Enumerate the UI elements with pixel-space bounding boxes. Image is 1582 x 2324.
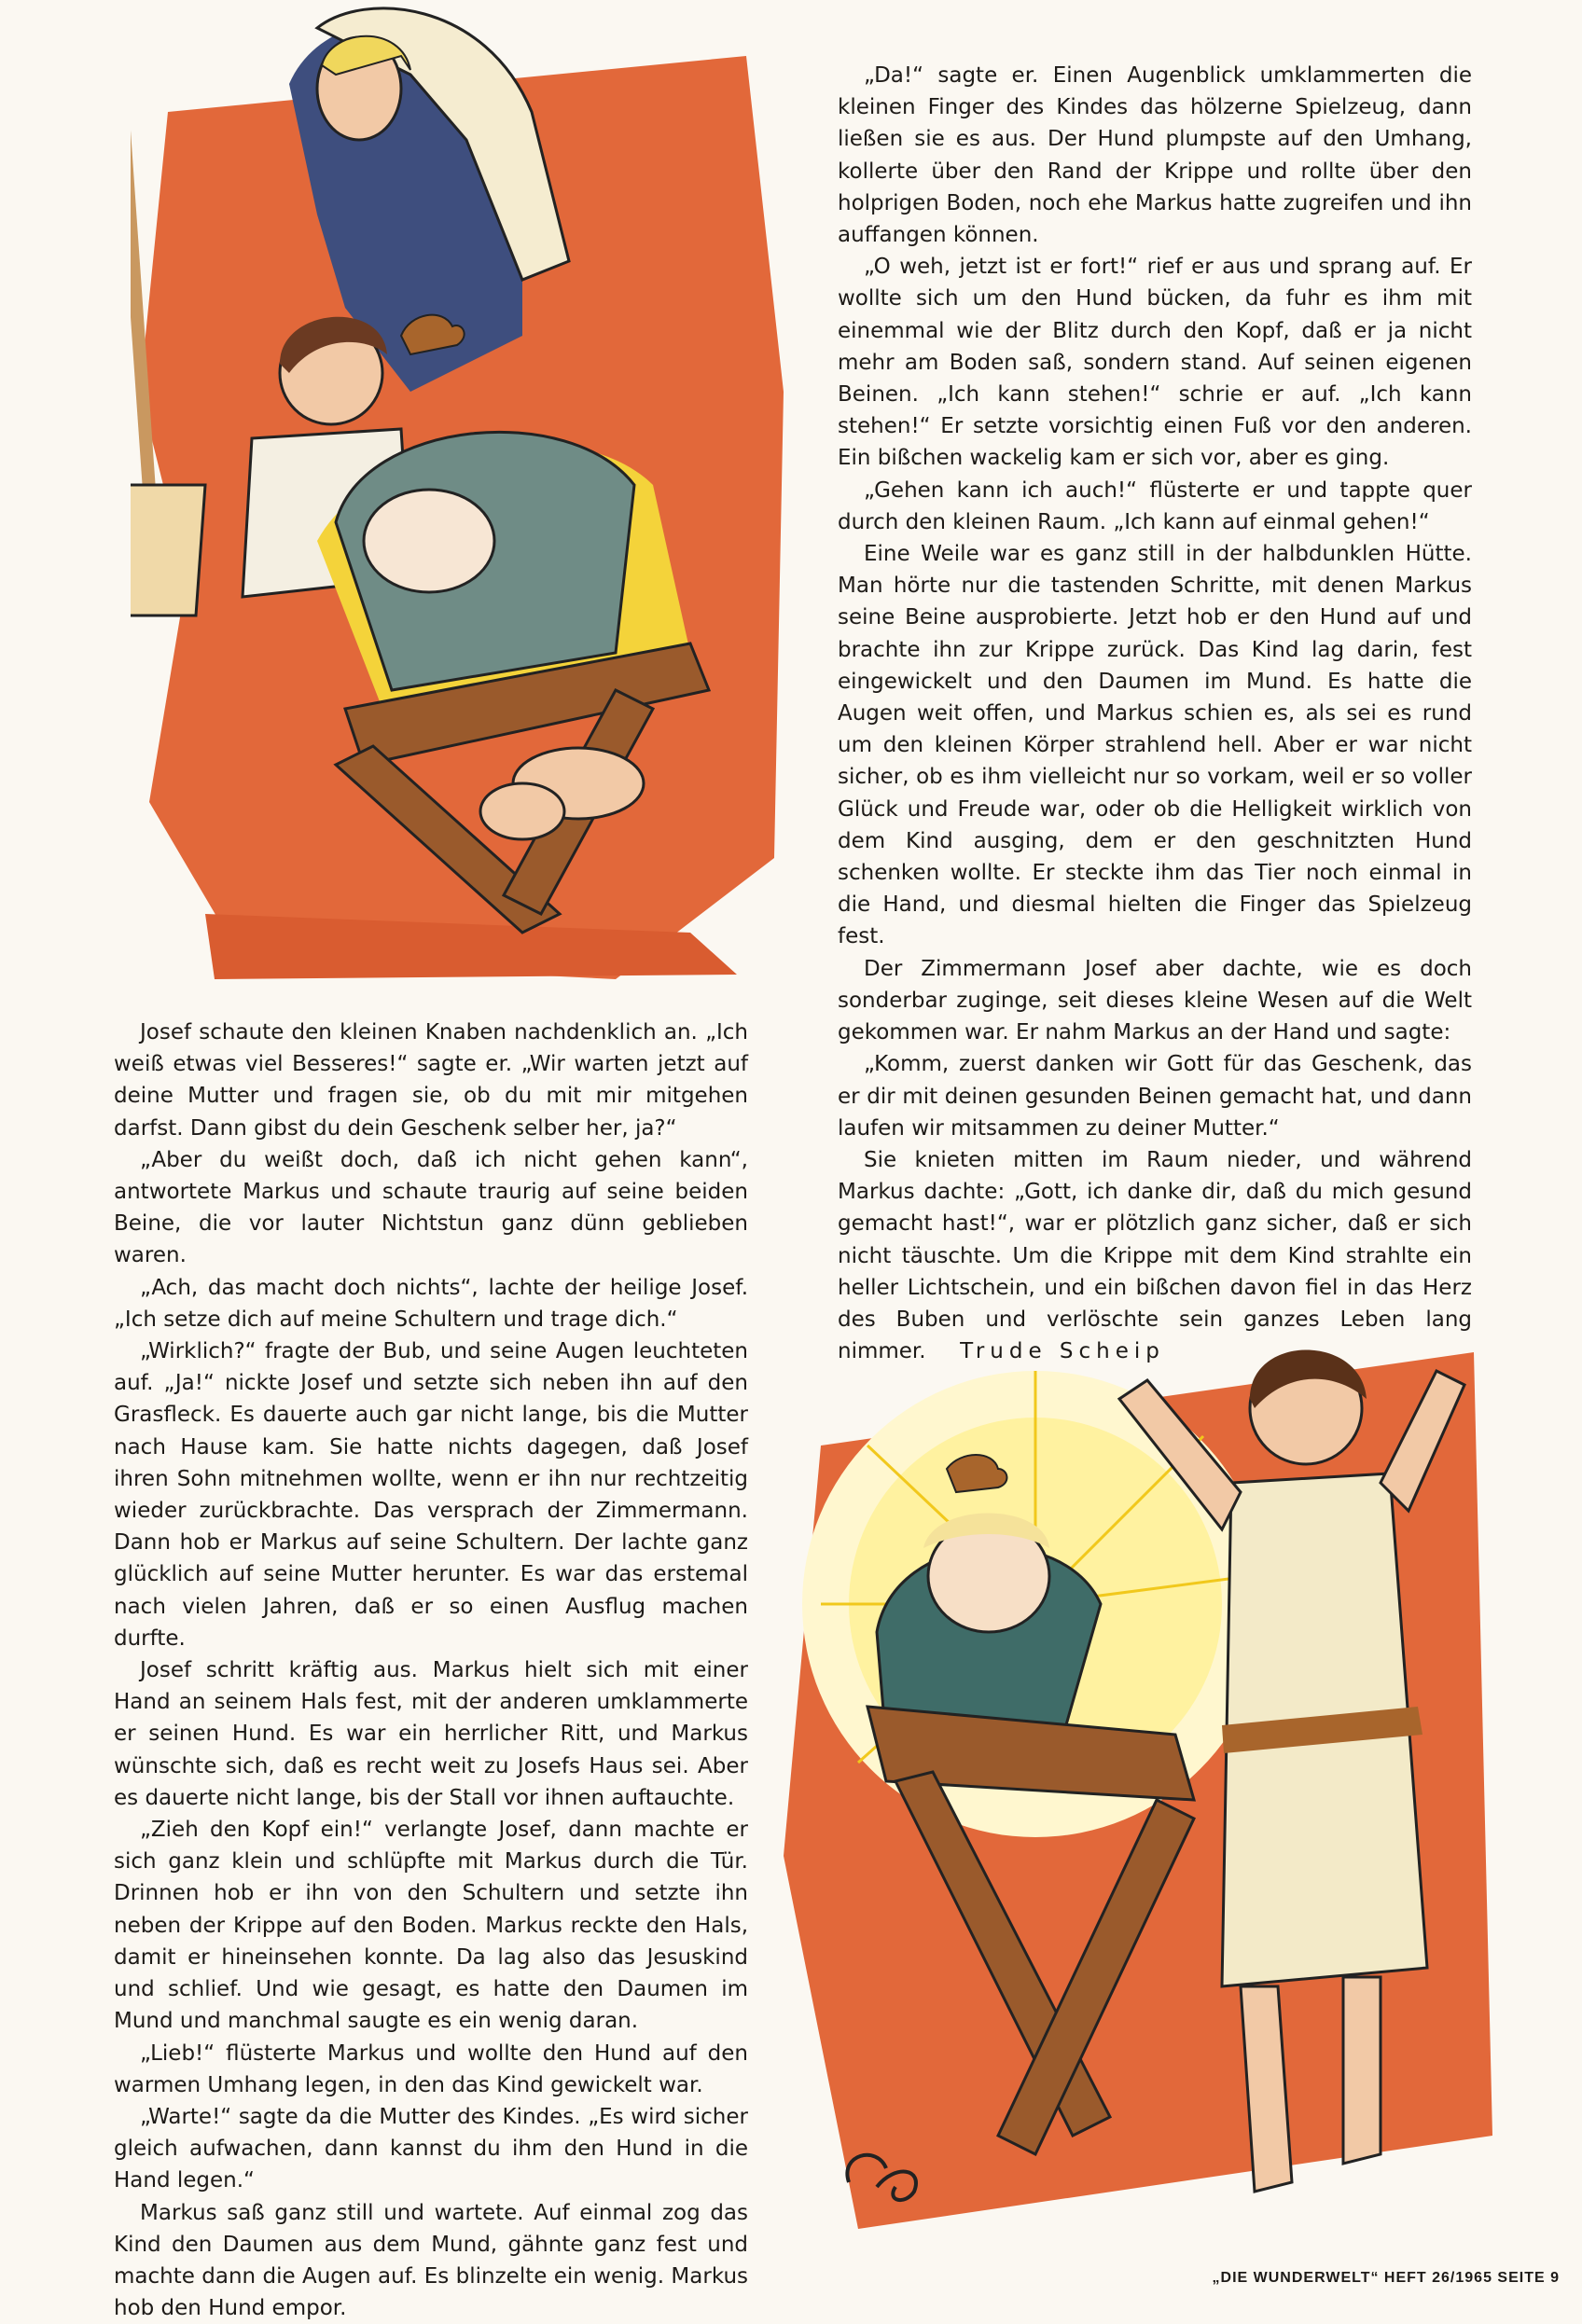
paragraph: „Da!“ sagte er. Einen Augenblick umklammerten die kleinen Finger des Kindes das hölzerne Spielzeug, dann ließen sie es aus. Der Hund plumpste auf den Umhang, kollerte über den Rand der Krippe und rollte über den holprigen Boden, noch ehe Markus hatte zugreifen und ihn auffangen können. [838, 63, 1472, 248]
paragraph-last [838, 1144, 1472, 1367]
page-footer: „DIE WUNDERWELT“ HEFT 26/1965 SEITE 9 [1212, 2270, 1560, 2286]
paragraph: Eine Weile war es ganz still in der halbdunklen Hütte. Man hörte nur die tastenden Schritte, mit denen Markus seine Beine ausprobierte. Jetzt hob er den Hund auf und brachte ihn zur Krippe zurück. Das Kind lag darin, fest eingewickelt und den Daumen im Mund. Es hatte die Augen weit offen, und Markus schien es, als sei es rund um den kleinen Körper strahlend hell. Aber er war nicht sicher, ob es ihm vielleicht nur so vorkam, weil er so voller Glück und Freude war, oder ob die Helligkeit wirklich von dem Kind ausging, dem er den geschnitzten Hund schenken wollte. Er steckte ihm das Tier noch einmal in die Hand, und diesmal hielten die Finger das Spielzeug fest. [838, 542, 1472, 949]
paragraph: Markus saß ganz still und wartete. Auf einmal zog das Kind den Daumen aus dem Mund, gähnte ganz fest und machte dann die Augen auf. Es blinzelte ein wenig. Markus hob den Hund empor. [114, 2200, 748, 2321]
paragraph: „Warte!“ sagte da die Mutter des Kindes. „Es wird sicher gleich aufwachen, dann kannst du ihm den Hund in die Hand legen.“ [114, 2104, 748, 2193]
paragraph: „Aber du weißt doch, daß ich nicht gehen kann“, antwortete Markus und schaute traurig auf seine beiden Beine, die vor lauter Nichtstun ganz dünn geblieben waren. [114, 1147, 748, 1268]
paragraph: Josef schaute den kleinen Knaben nachdenklich an. „Ich weiß etwas viel Besseres!“ sagte er. „Wir warten jetzt auf deine Mutter und fragen sie, ob du mit mir mitgehen darfst. Dann gibst du dein Geschenk selber her, ja?“ [114, 1020, 748, 1141]
paragraph-text: Sie knieten mitten im Raum nieder, und während Markus dachte: „Gott, ich danke dir, daß du mich gesund gemacht hast!“, war er plötzlich ganz sicher, daß er sich nicht täuschte. Um die Krippe mit dem Kind strahlte ein heller Lichtschein, und ein bißchen davon fiel in das Herz des Buben und verlöschte sein ganzes Leben lang nimmer. [838, 1147, 1472, 1364]
paragraph: „O weh, jetzt ist er fort!“ rief er aus und sprang auf. Er wollte sich um den Hund bücken, da fuhr es ihm mit einemmal wie der Blitz durch den Kopf, daß er ja nicht mehr am Boden saß, sondern stand. Auf seinen eigenen Beinen. „Ich kann stehen!“ schrie er auf. „Ich kann stehen!“ Er setzte vorsichtig einen Fuß vor den anderen. Ein bißchen wackelig kam er sich vor, aber es ging. [838, 255, 1472, 471]
paragraph: „Komm, zuerst danken wir Gott für das Geschenk, das er dir mit deinen gesunden Beinen gemacht hat, und dann laufen wir mitsammen zu deiner Mutter.“ [838, 1052, 1472, 1141]
paragraph: Der Zimmermann Josef aber dachte, wie es doch sonderbar zuginge, seit dieses kleine Wesen auf die Welt gekommen war. Er nahm Markus an der Hand und sagte: [838, 956, 1472, 1045]
paragraph: Josef schritt kräftig aus. Markus hielt sich mit einer Hand an seinem Hals fest, mit der anderen umklammerte er seinen Hund. Es war ein herrlicher Ritt, und Markus wünschte sich, daß es recht weit zu Josefs Haus sei. Aber es dauerte nicht lange, bis der Stall vor ihnen auftauchte. [114, 1658, 748, 1810]
paragraph: „Wirklich?“ fragte der Bub, und seine Augen leuchteten auf. „Ja!“ nickte Josef und setzte sich neben ihn auf den Grasfleck. Es dauerte auch gar nicht lange, bis die Mutter nach Hause kam. Sie hatte nichts dagegen, daß Josef ihren Sohn mitnehmen wollte, wenn er ihn nur rechtzeitig wieder zurückbrachte. Das versprach der Zimmermann. Dann hob er Markus auf seine Schultern. Der lachte ganz glücklich auf seine Mutter herunter. Es war das erstemal nach vielen Jahren, daß er so einen Ausflug machen durfte. [114, 1339, 748, 1651]
paragraph: „Lieb!“ flüsterte Markus und wollte den Hund auf den warmen Umhang legen, in den das Kind gewickelt war. [114, 2040, 748, 2097]
author-signature: Trude Scheip [960, 1339, 1165, 1364]
illustration-markus-standing [784, 1296, 1492, 2248]
paragraph: „Ach, das macht doch nichts“, lachte der heilige Josef. „Ich setze dich auf meine Schultern und trage dich.“ [114, 1275, 748, 1332]
text-column-right [838, 60, 1472, 1367]
text-column-left [114, 1017, 748, 2324]
paragraph: „Zieh den Kopf ein!“ verlangte Josef, dann machte er sich ganz klein und schlüpfte mit Markus durch die Tür. Drinnen hob er ihn von den Schultern und setzte ihn neben der Krippe auf den Boden. Markus reckte den Hals, damit er hineinsehen konnte. Da lag also das Jesuskind und schlief. Und wie gesagt, es hatte den Daumen im Mund und manchmal saugte es ein wenig daran. [114, 1818, 748, 2034]
paragraph: „Gehen kann ich auch!“ flüsterte er und tappte quer durch den kleinen Raum. „Ich kann auf einmal gehen!“ [838, 477, 1472, 534]
illustration-nativity-markus [131, 0, 802, 989]
